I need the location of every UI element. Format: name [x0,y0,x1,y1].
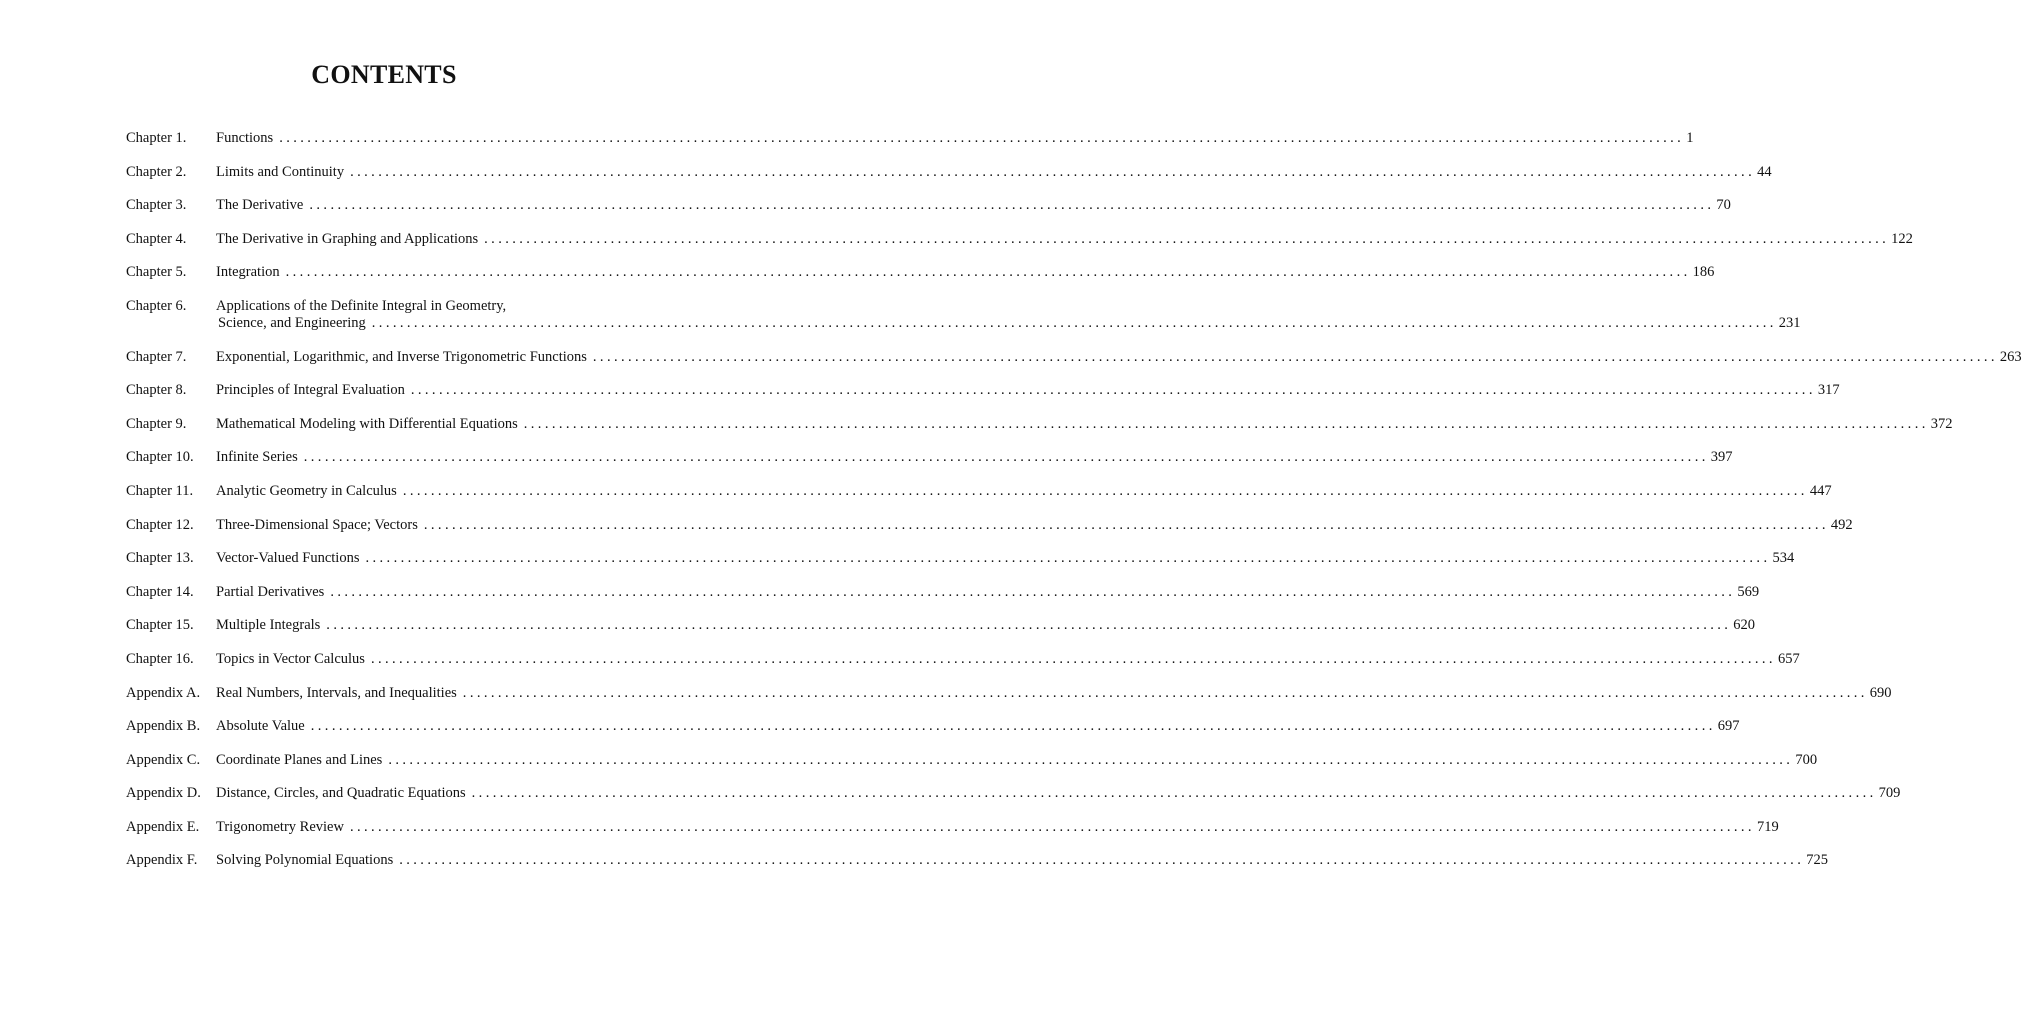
entry-line [216,852,1828,869]
toc-entry[interactable] [126,650,1800,668]
toc-entry[interactable] [126,852,1828,869]
dot-leader: ........................................................................................................................................................................................................ [303,449,1709,466]
page-number: 263 [1999,348,2022,365]
toc-list [126,130,2022,886]
entry-line [216,516,1853,534]
entry-label: Chapter 13. [126,550,194,567]
entry-label: Chapter 7. [126,348,187,365]
entry-title: Trigonometry Review [216,818,344,835]
entry-body [216,382,1840,399]
entry-label: Chapter 14. [126,583,194,600]
page-number: 231 [1778,314,1801,331]
dot-leader: ........................................................................................................................................................................................................ [402,482,1808,499]
entry-label: Chapter 4. [126,230,187,247]
entry-body [216,197,1731,214]
dot-leader: ........................................................................................................................................................................................................ [326,617,1732,634]
entry-title: Vector-Valued Functions [216,550,360,567]
entry-line [216,130,1694,147]
entry-label: Chapter 8. [126,382,187,399]
dot-leader: ........................................................................................................................................................................................................ [350,163,1756,180]
entry-title: Absolute Value [216,718,305,735]
toc-entry[interactable] [126,415,1953,433]
toc-entry[interactable] [126,482,1832,500]
page-number: 569 [1737,583,1760,600]
entry-title: Partial Derivatives [216,583,325,600]
entry-label: Chapter 1. [126,130,187,146]
entry-line [216,684,1892,702]
entry-label: Chapter 15. [126,617,194,634]
page-number: 317 [1817,382,1840,399]
page-number: 492 [1830,516,1853,533]
toc-entry[interactable] [126,583,1760,601]
entry-body [216,785,1901,802]
entry-line [216,751,1818,769]
page-number: 690 [1869,684,1892,701]
entry-body [216,583,1760,601]
entry-line [216,348,2022,366]
entry-line [216,230,1913,248]
entry-title: Analytic Geometry in Calculus [216,482,397,499]
entry-line [216,298,648,315]
entry-line [216,382,1840,399]
entry-body [216,163,1772,181]
entry-line [216,163,1772,181]
toc-entry[interactable] [126,163,1772,181]
entry-body [216,650,1800,668]
toc-entry[interactable] [126,785,1901,802]
entry-label: Chapter 11. [126,482,194,499]
entry-label: Appendix D. [126,785,201,802]
entry-body [216,751,1818,769]
entry-title: The Derivative in Graphing and Applications [216,230,479,247]
entry-title: Science, and Engineering [218,314,366,331]
dot-leader: ........................................................................................................................................................................................................ [423,516,1829,533]
toc-entry[interactable] [126,130,1694,147]
toc-entry[interactable] [126,230,1913,248]
entry-line [216,785,1901,802]
entry-title: Functions [216,130,274,146]
entry-title: Coordinate Planes and Lines [216,751,383,768]
entry-line [216,818,1779,836]
dot-leader: ........................................................................................................................................................................................................ [410,382,1816,399]
dot-leader: ........................................................................................................................................................................................................ [371,314,1777,331]
entry-label: Chapter 12. [126,516,194,533]
page-number: 44 [1757,163,1772,180]
entry-body [216,230,1913,248]
dot-leader: ........................................................................................................................................................................................................ [330,583,1736,600]
toc-entry[interactable] [126,516,1853,534]
page-number: 700 [1795,751,1818,768]
entry-line [216,449,1733,466]
dot-leader: ........................................................................................................................................................................................................ [365,550,1771,567]
entry-label: Appendix C. [126,751,201,768]
page-title: CONTENTS [311,60,457,89]
entry-body [216,617,1756,634]
entry-label: Appendix E. [126,818,200,835]
entry-line [216,415,1953,433]
entry-body [216,852,1828,869]
toc-entry[interactable] [126,382,1840,399]
toc-entry[interactable] [126,617,1756,634]
entry-title: Exponential, Logarithmic, and Inverse Trigonometric Functions [216,348,587,365]
page-number: 70 [1716,197,1731,214]
page-number: 1 [1686,130,1694,146]
entry-label: Appendix B. [126,718,201,735]
entry-body [216,684,1892,702]
entry-title: Mathematical Modeling with Differential Equations [216,415,518,432]
entry-body [216,482,1832,500]
dot-leader: ........................................................................................................................................................................................................ [484,230,1890,247]
entry-title: Multiple Integrals [216,617,321,634]
page-number: 719 [1756,818,1779,835]
dot-leader: ........................................................................................................................................................................................................ [279,130,1685,146]
entry-label: Appendix A. [126,684,201,701]
toc-entry[interactable] [126,449,1733,466]
entry-label: Chapter 6. [126,297,187,314]
entry-label: Chapter 16. [126,650,194,667]
entry-body [216,718,1740,735]
page-number: 709 [1878,785,1901,802]
toc-entry[interactable] [126,751,1818,769]
toc-entry[interactable] [126,818,1779,836]
toc-entry[interactable] [126,297,1801,332]
toc-entry[interactable] [126,684,1892,702]
entry-label: Chapter 3. [126,197,187,214]
page-number: 447 [1809,482,1832,499]
entry-title: The Derivative [216,197,304,214]
toc-entry[interactable] [126,264,1715,281]
entry-line [216,314,1801,332]
entry-line [216,482,1832,500]
dot-leader: ........................................................................................................................................................................................................ [309,197,1715,214]
page-number: 372 [1930,415,1953,432]
page-number: 620 [1733,617,1756,634]
dot-leader: ........................................................................................................................................................................................................ [462,684,1868,701]
entry-title: Solving Polynomial Equations [216,852,394,869]
entry-body [216,130,1694,147]
entry-title: Integration [216,264,280,281]
toc-entry[interactable] [126,718,1740,735]
toc-entry[interactable] [126,197,1731,214]
entry-title: Real Numbers, Intervals, and Inequalities [216,684,457,701]
page-number: 122 [1891,230,1913,247]
entry-body [216,264,1715,281]
entry-body [216,415,1953,433]
dot-leader: ........................................................................................................................................................................................................ [349,818,1755,835]
entry-body [216,516,1853,534]
entry-label: Chapter 2. [126,163,187,180]
entry-line [216,583,1760,601]
entry-title: Topics in Vector Calculus [216,650,365,667]
entry-title: Principles of Integral Evaluation [216,382,405,399]
entry-title: Limits and Continuity [216,163,345,180]
dot-leader: ........................................................................................................................................................................................................ [471,785,1877,802]
toc-entry[interactable] [126,348,2022,366]
dot-leader: ........................................................................................................................................................................................................ [399,852,1805,869]
dot-leader: ........................................................................................................................................................................................................ [523,415,1929,432]
entry-line [216,264,1715,281]
entry-body [216,449,1733,466]
entry-label: Chapter 5. [126,264,187,281]
dot-leader: ........................................................................................................................................................................................................ [592,348,1998,365]
entry-body [216,348,2022,366]
entry-line [216,650,1800,668]
dot-leader: ........................................................................................................................................................................................................ [388,751,1794,768]
entry-title: Infinite Series [216,449,298,466]
entry-title: Applications of the Definite Integral in Geometry, [216,297,507,314]
entry-label: Appendix F. [126,852,198,869]
entry-title: Three-Dimensional Space; Vectors [216,516,418,533]
dot-leader: ........................................................................................................................................................................................................ [310,718,1716,735]
page-number: 397 [1710,449,1733,466]
entry-line [216,197,1731,214]
dot-leader: ........................................................................................................................................................................................................ [370,650,1776,667]
entry-label: Chapter 10. [126,449,194,466]
toc-entry[interactable] [126,550,1795,567]
entry-line [216,718,1740,735]
dot-leader: ........................................................................................................................................................................................................ [285,264,1691,281]
entry-body [216,297,1801,332]
entry-body [216,550,1795,567]
page-number: 725 [1806,852,1828,869]
entry-line [216,617,1756,634]
page-number: 534 [1772,550,1795,567]
page-number: 697 [1717,718,1740,735]
page-number: 186 [1692,264,1715,281]
entry-label: Chapter 9. [126,415,187,432]
entry-line [216,550,1795,567]
page-number: 657 [1777,650,1800,667]
entry-body [216,818,1779,836]
entry-title: Distance, Circles, and Quadratic Equations [216,785,466,802]
